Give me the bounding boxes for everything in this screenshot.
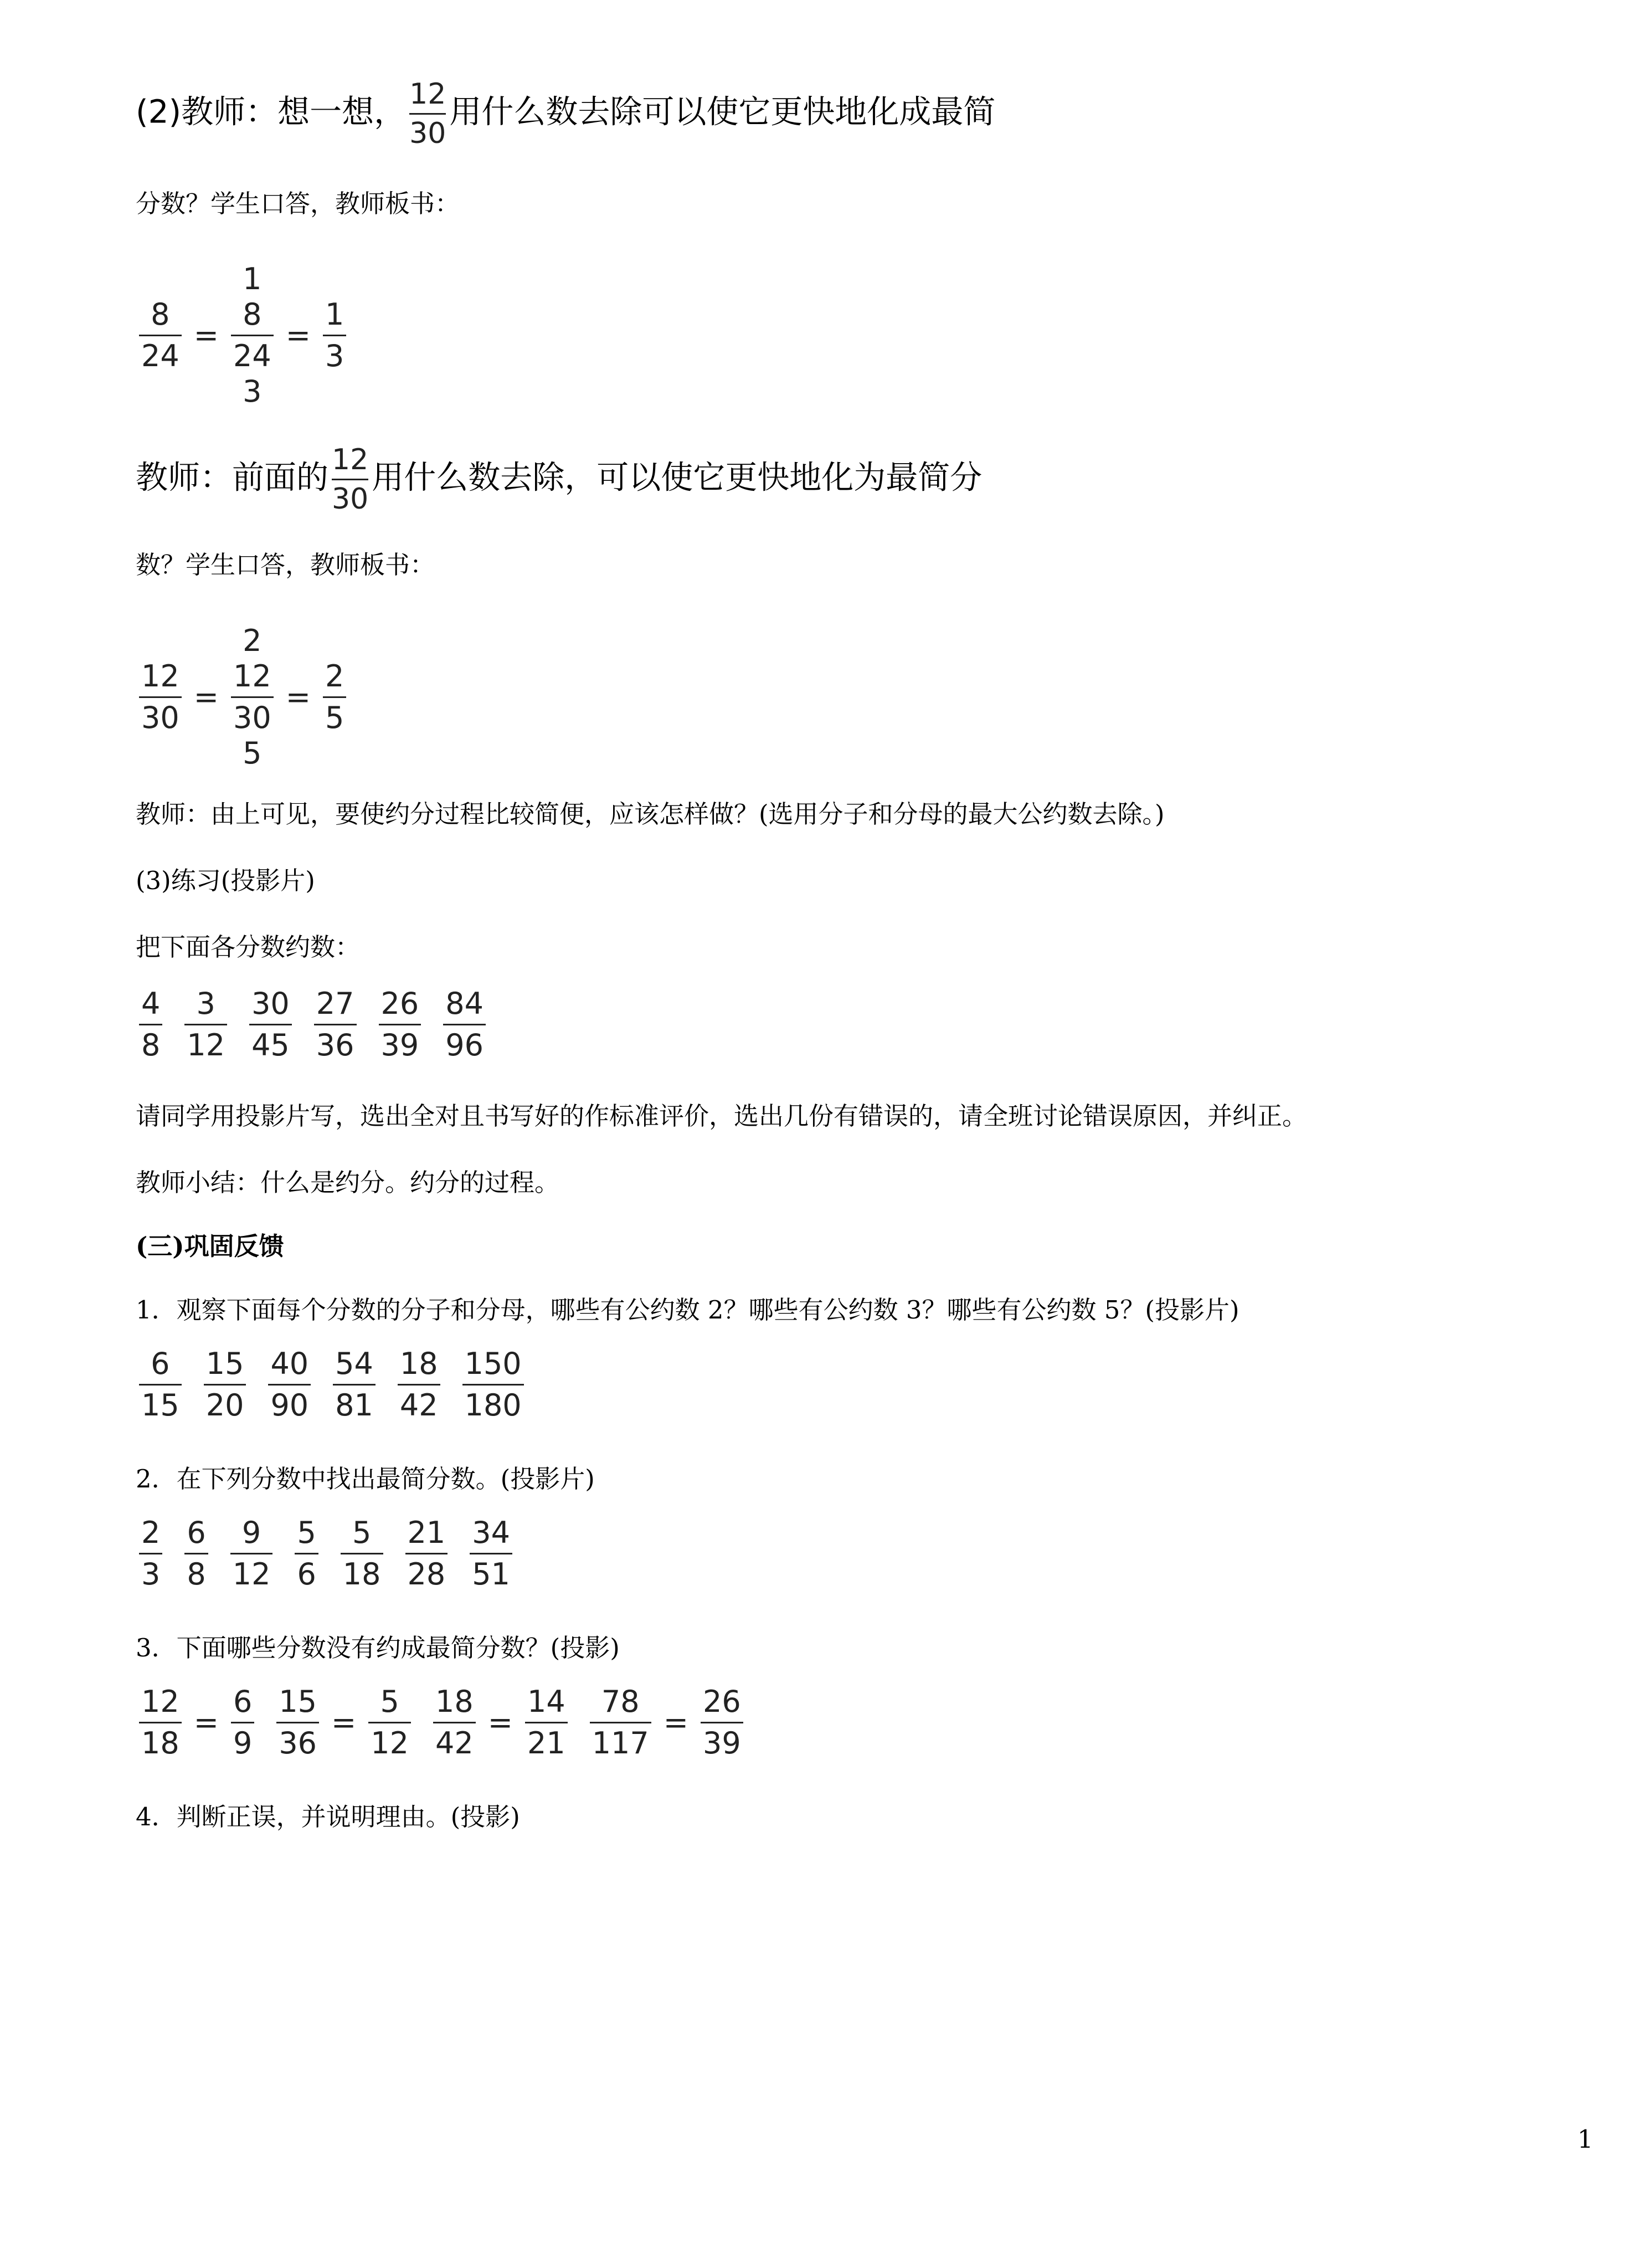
board-example-2 xyxy=(136,623,349,771)
prompt-line-5: 教师：由上可见，要使约分过程比较简便，应该怎样做？(选用分子和分母的最大公约数去除。) xyxy=(136,799,1165,829)
fraction: $\frac{6}{8}$ xyxy=(184,1515,208,1592)
denominator: 30 xyxy=(409,117,446,150)
fraction: $\frac{6}{15}$ xyxy=(139,1346,182,1423)
equals-sign: = xyxy=(193,318,219,353)
prompt-line-3 xyxy=(136,443,982,516)
question-1: 1．观察下面每个分数的分子和分母，哪些有公约数 2？哪些有公约数 3？哪些有公约数 5？(投影片) xyxy=(136,1295,1239,1325)
fraction: $\frac{12}{30}$ xyxy=(139,659,182,736)
fraction: $\frac{54}{81}$ xyxy=(333,1346,376,1423)
fraction: $\frac{150}{180}$ xyxy=(462,1346,524,1423)
prompt-line-6: (3)练习(投影片) xyxy=(136,866,315,895)
prompt-line-2: 分数？学生口答，教师板书： xyxy=(136,189,460,218)
fraction: $\frac{15}{20}$ xyxy=(204,1346,246,1423)
fraction: $\frac{5}{6}$ xyxy=(295,1515,318,1592)
fraction: $\frac{3}{12}$ xyxy=(184,986,227,1063)
equals-sign: = xyxy=(285,680,311,715)
cancelled-fraction: 1 $\frac{8}{24}$ 3 xyxy=(228,261,277,409)
question-2: 2．在下列分数中找出最简分数。(投影片) xyxy=(136,1464,595,1494)
equals-sign: = xyxy=(331,1705,357,1740)
fraction: $\frac{21}{28}$ xyxy=(405,1515,448,1592)
text-segment: 教师：前面的 xyxy=(136,458,329,496)
prompt-line-4: 数？学生口答，教师板书： xyxy=(136,550,435,579)
fraction-12-30 xyxy=(409,78,446,150)
fraction: $\frac{5}{18}$ xyxy=(341,1515,383,1592)
equals-sign: = xyxy=(285,318,311,353)
cancelled-fraction: 2 $\frac{12}{30}$ 5 xyxy=(228,623,277,771)
numerator: 12 xyxy=(332,443,369,476)
prompt-line-1 xyxy=(136,78,995,150)
fraction: $\frac{18}{42}$ xyxy=(433,1684,476,1761)
section-heading: (三)巩固反馈 xyxy=(136,1232,284,1261)
fraction: $\frac{18}{42}$ xyxy=(398,1346,440,1423)
question-3: 3．下面哪些分数没有约成最简分数？(投影) xyxy=(136,1633,620,1662)
fraction: $\frac{9}{12}$ xyxy=(230,1515,273,1592)
fraction: $\frac{2}{3}$ xyxy=(139,1515,162,1592)
fraction: $\frac{84}{96}$ xyxy=(443,986,486,1063)
fraction: $\frac{40}{90}$ xyxy=(268,1346,311,1423)
fraction: $\frac{26}{39}$ xyxy=(701,1684,743,1761)
fraction: $\frac{12}{18}$ xyxy=(139,1684,182,1761)
fraction: $\frac{2}{5}$ xyxy=(323,659,346,736)
q2-fractions xyxy=(136,1515,531,1592)
fraction: $\frac{34}{51}$ xyxy=(470,1515,512,1592)
equals-sign: = xyxy=(487,1705,513,1740)
fraction: $\frac{30}{45}$ xyxy=(249,986,292,1063)
fraction: $\frac{27}{36}$ xyxy=(314,986,357,1063)
fraction: $\frac{5}{12}$ xyxy=(368,1684,411,1761)
q3-equations xyxy=(136,1684,747,1761)
prompt-line-9: 教师小结：什么是约分。约分的过程。 xyxy=(136,1168,560,1197)
numerator: 12 xyxy=(409,78,446,111)
fraction-12-30 xyxy=(332,443,368,516)
fraction: $\frac{6}{9}$ xyxy=(231,1684,254,1761)
fraction: $\frac{4}{8}$ xyxy=(139,986,162,1063)
denominator: 30 xyxy=(332,483,369,516)
text-segment: (2)教师：想一想， xyxy=(136,93,407,131)
equals-sign: = xyxy=(663,1705,689,1740)
fraction: $\frac{78}{117}$ xyxy=(590,1684,651,1761)
fraction: $\frac{1}{3}$ xyxy=(323,297,346,374)
fraction: $\frac{14}{21}$ xyxy=(525,1684,568,1761)
fraction: $\frac{8}{24}$ xyxy=(139,297,182,374)
text-segment: 用什么数去除，可以使它更快地化为最简分 xyxy=(372,458,983,496)
page-number: 1 xyxy=(1577,2125,1593,2154)
prompt-line-7: 把下面各分数约数： xyxy=(136,932,361,962)
text-segment: 用什么数去除可以使它更快地化成最简 xyxy=(449,93,996,131)
equals-sign: = xyxy=(193,680,219,715)
prompt-line-8: 请同学用投影片写，选出全对且书写好的作标准评价，选出几份有错误的，请全班讨论错误原因，并纠正。 xyxy=(136,1101,1308,1131)
board-example-1 xyxy=(136,261,349,409)
question-4: 4．判断正误，并说明理由。(投影) xyxy=(136,1802,520,1831)
fraction: $\frac{26}{39}$ xyxy=(379,986,421,1063)
equals-sign: = xyxy=(193,1705,219,1740)
q1-fractions xyxy=(136,1346,543,1423)
practice-fractions xyxy=(136,986,505,1063)
fraction: $\frac{15}{36}$ xyxy=(276,1684,319,1761)
